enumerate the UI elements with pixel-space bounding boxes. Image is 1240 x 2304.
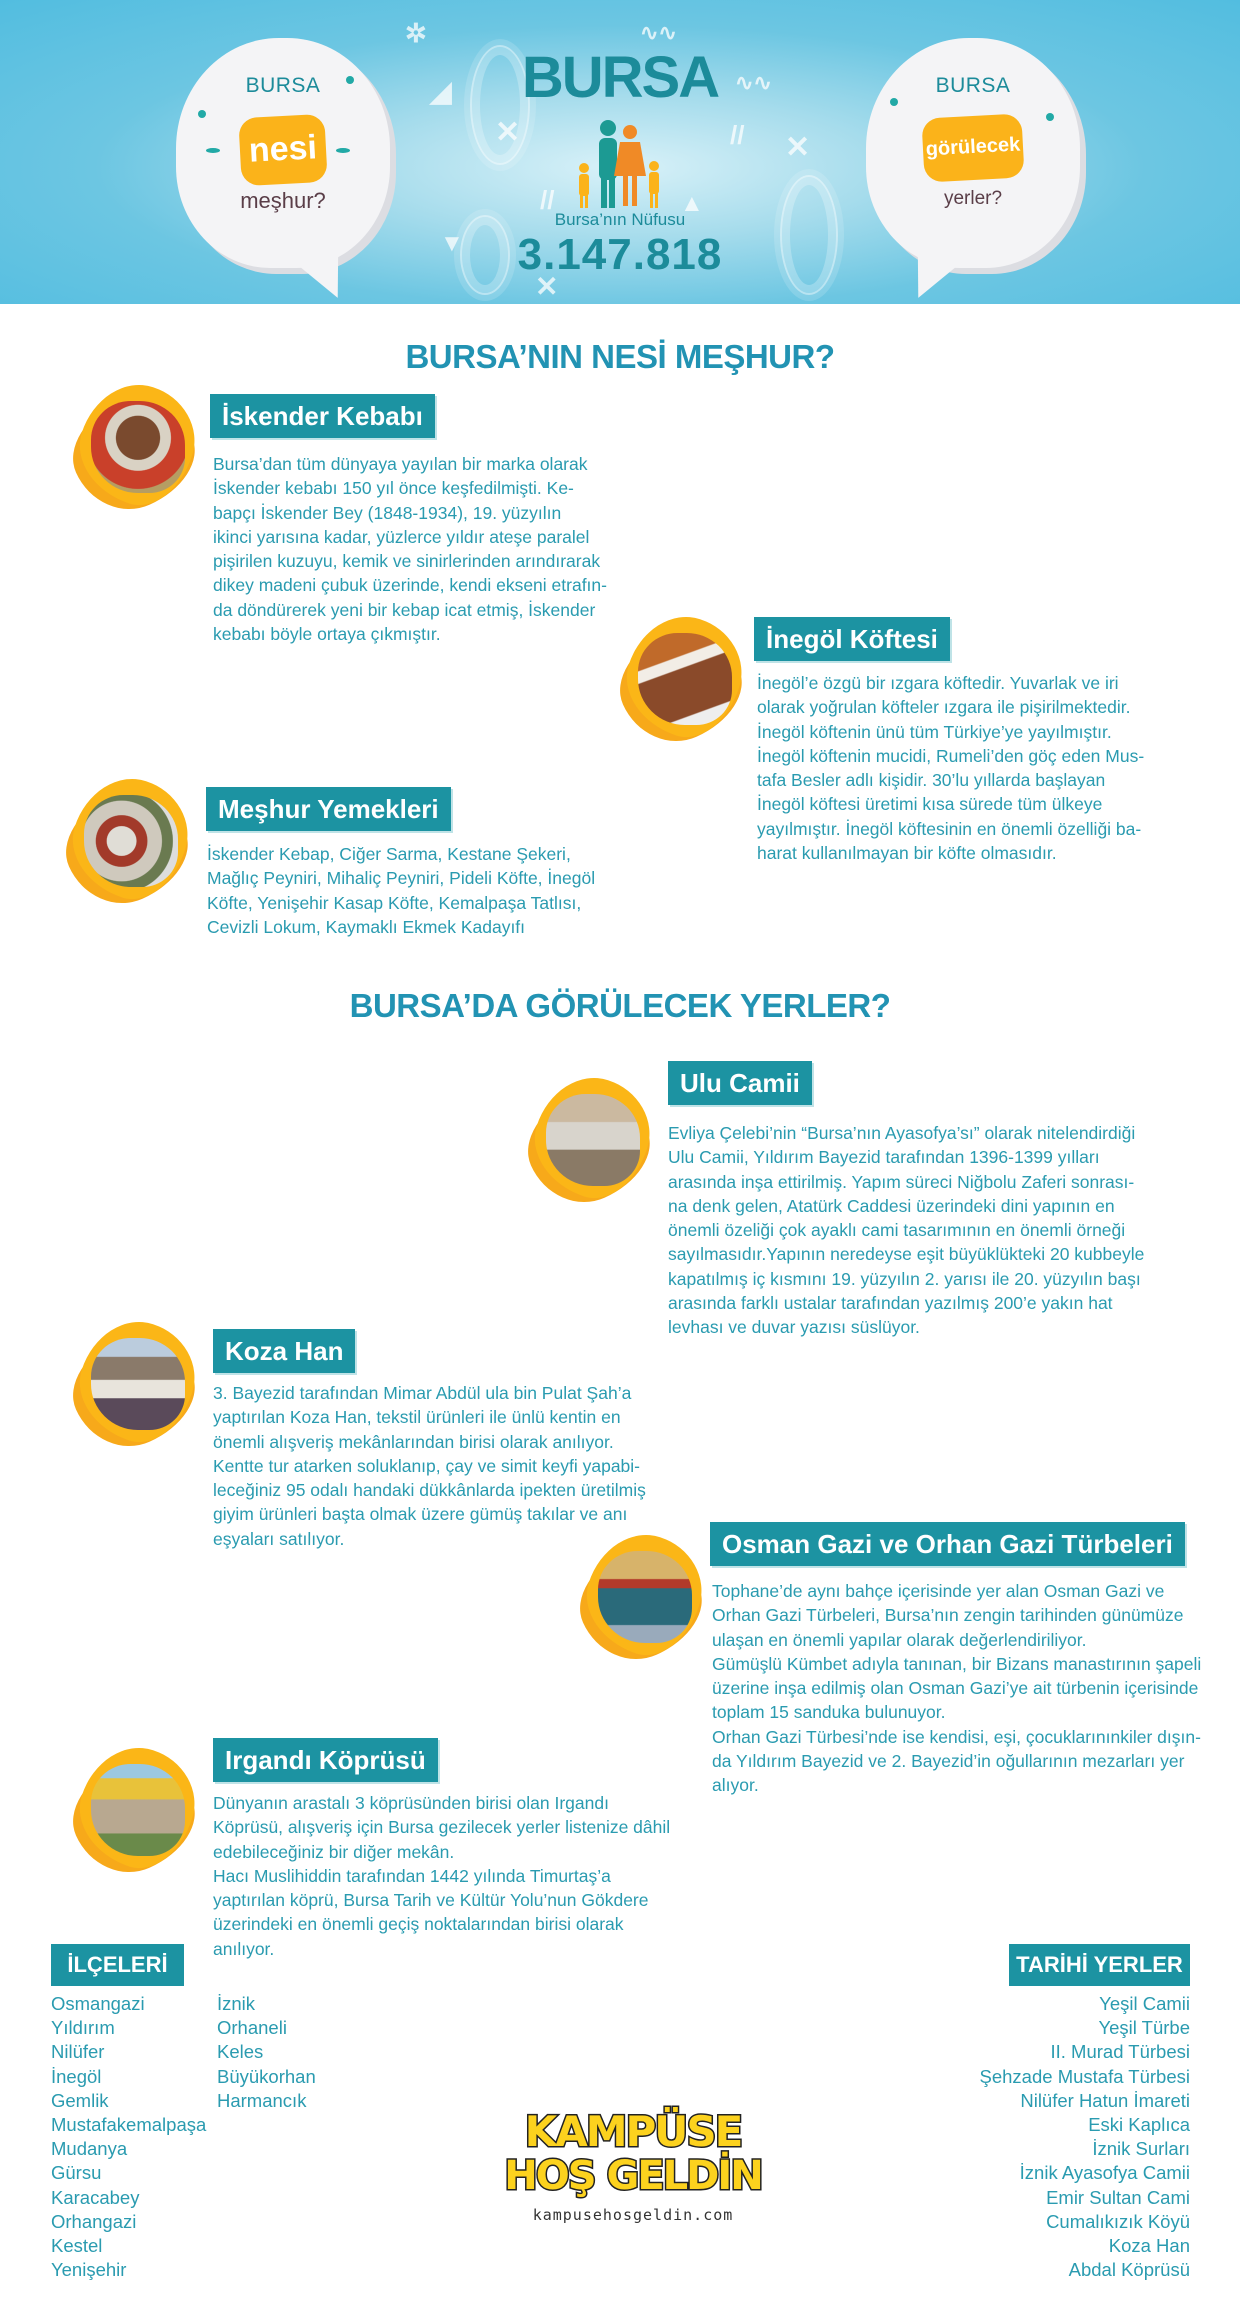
description-line: ikinci yarısına kadar, yüzlerce yıldır ateşe paralel	[213, 526, 590, 547]
districts-list-col1-item: Orhangazi	[51, 2210, 137, 2232]
population-label: Bursa’nın Nüfusu	[554, 210, 686, 229]
historic-places-list-item: Şehzade Mustafa Türbesi	[979, 2065, 1190, 2087]
description-line: Evliya Çelebi’nin “Bursa’nın Ayasofya’sı” olarak nitelendirdiği	[668, 1123, 1136, 1143]
irgandi-description	[213, 1791, 670, 1961]
description-line: İnegöl’e özgü bir ızgara köftedir. Yuvarlak ve iri	[757, 673, 1119, 693]
description-line: önemli alışveriş mekânlarından birisi olarak anılıyor.	[213, 1431, 614, 1452]
description-line: kapatılmış iç kısmını 19. yüzyılın 2. yarısı ile 20. yüzyılın başı	[668, 1268, 1141, 1289]
districts-list-col1-item: Mustafakemalpaşa	[51, 2114, 207, 2136]
description-line: Kentte tur atarken soluklanıp, çay ve simit keyfi yapabi-	[213, 1455, 641, 1476]
description-line: sayılmasıdır.Yapının neredeyse eşit büyüklükteki 20 kubbeyle	[668, 1244, 1145, 1265]
description-line: Dünyanın arastalı 3 köprüsünden birisi olan Irgandı	[213, 1793, 609, 1813]
description-line: toplam 15 sanduka bulunuyor.	[712, 1702, 946, 1723]
districts-list-col2-item: Büyükorhan	[217, 2065, 316, 2087]
districts-list-col1-item: Osmangazi	[51, 1993, 145, 2014]
description-line: İnegöl köftesi üretimi kısa sürede tüm ülkeye	[757, 794, 1103, 815]
description-line: dikey madeni çubuk üzerinde, kendi ekseni etrafın-	[213, 575, 607, 596]
description-line: levhası ve duvar yazısı süslüyor.	[668, 1317, 920, 1338]
description-line: Köprüsü, alışveriş için Bursa gezilecek yerler listenize dâhil	[213, 1817, 671, 1838]
inegol-photo	[620, 617, 748, 743]
historic-places-list-item: İznik Ayasofya Camii	[1019, 2162, 1190, 2184]
description-line: 3. Bayezid tarafından Mimar Abdül ula bin Pulat Şah’a	[213, 1383, 632, 1403]
kozahan-photo	[73, 1322, 201, 1448]
section-title-places: BURSA’DA GÖRÜLECEK YERLER?	[349, 987, 891, 1024]
inegol-title: İnegöl Köftesi	[754, 617, 950, 661]
description-line: Gümüşlü Kümbet adıyla tanınan, bir Bizans manastırının şapeli	[712, 1653, 1202, 1674]
description-line: alıyor.	[712, 1775, 759, 1796]
yemekler-description	[207, 842, 595, 939]
description-line: Ulu Camii, Yıldırım Bayezid tarafından 1396-1399 yılları	[668, 1147, 1100, 1168]
iskender-description	[213, 452, 607, 646]
description-line: harat kullanılmayan bir köfte olmasıdır.	[757, 843, 1057, 864]
historic-places-list-item: Cumalıkızık Köyü	[1046, 2210, 1190, 2232]
inegol-description	[757, 671, 1144, 865]
description-line: na denk gelen, Atatürk Caddesi üzerindeki dini yapının en	[668, 1195, 1115, 1216]
description-line: arasında farklı ustalar tarafından yazılmış 200’e yakın hat	[668, 1293, 1113, 1314]
districts-list-col1-item: Kestel	[51, 2235, 103, 2257]
bubble-city: BURSA	[245, 74, 321, 97]
description-line: Köfte, Yenişehir Kasap Köfte, Kemalpaşa Tatlısı,	[207, 892, 582, 913]
ulucamii-photo	[528, 1078, 656, 1204]
historic-places-list-item: II. Murad Türbesi	[1050, 2041, 1190, 2063]
districts-list-col1-item: Nilüfer	[51, 2041, 105, 2063]
description-line: bapçı İskender Bey (1848-1934), 19. yüzyılın	[213, 502, 562, 523]
ulucamii-description	[668, 1121, 1144, 1340]
historic-places-list-item: İznik Surları	[1092, 2138, 1190, 2160]
description-line: Tophane’de aynı bahçe içerisinde yer alan Osman Gazi ve	[712, 1581, 1165, 1601]
districts-list-col1-item: Gürsu	[51, 2162, 102, 2184]
description-line: da döndürerek yeni bir kebap icat etmiş, İskender	[213, 599, 596, 620]
turbeler-photo	[580, 1535, 708, 1661]
description-line: da Yıldırım Bayezid ve 2. Bayezid’in oğullarının mezarları yer	[712, 1751, 1185, 1772]
turbeler-title: Osman Gazi ve Orhan Gazi Türbeleri	[710, 1522, 1185, 1566]
districts-list-col2-item: Keles	[217, 2041, 264, 2063]
bubble-highlight: görülecek	[921, 113, 1024, 182]
description-line: pişirilen kuzuyu, kemik ve sinirlerinden arındırarak	[213, 551, 601, 572]
description-line: tafa Besler adlı kişidir. 30’lu yıllarda başlayan	[757, 770, 1106, 791]
historic-places-list-item: Yeşil Camii	[1099, 1993, 1190, 2014]
districts-list-col1	[51, 1992, 206, 2282]
historic-places-title: TARİHİ YERLER	[1009, 1944, 1190, 1986]
description-line: yaptırılan Koza Han, tekstil ürünleri ile ünlü kentin en	[213, 1407, 621, 1428]
description-line: kebabı böyle ortaya çıkmıştır.	[213, 624, 441, 645]
left-speech-bubble	[176, 38, 390, 296]
districts-list-col2	[217, 1992, 316, 2113]
iskender-title: İskender Kebabı	[210, 394, 435, 438]
logo-line2: HOŞ GELDİN	[504, 2153, 762, 2199]
irgandi-photo	[73, 1748, 201, 1874]
districts-list-col2-item: Orhaneli	[217, 2017, 287, 2039]
districts-list-col1-item: Mudanya	[51, 2138, 128, 2160]
logo-line1: KAMPÜSE	[524, 2107, 742, 2156]
description-line: yayılmıştır. İnegöl köftesinin en önemli özelliği ba-	[757, 818, 1142, 839]
districts-list-col1-item: Karacabey	[51, 2186, 140, 2208]
description-line: İskender Kebap, Ciğer Sarma, Kestane Şekeri,	[207, 844, 571, 864]
historic-places-list-item: Koza Han	[1108, 2235, 1190, 2257]
description-line: yaptırılan köprü, Bursa Tarih ve Kültür Yolu’nun Gökdere	[213, 1890, 649, 1911]
districts-list-col1-item: Yenişehir	[51, 2259, 127, 2281]
kampuse-hos-geldin-logo	[488, 2107, 778, 2224]
description-line: leceğiniz 95 odalı handaki dükkânlarda ipekten üretilmiş	[213, 1480, 646, 1501]
historic-places-list-item: Yeşil Türbe	[1098, 2017, 1190, 2039]
bubble-highlight: nesi	[238, 114, 327, 186]
ulucamii-title: Ulu Camii	[668, 1061, 812, 1105]
description-line: giyim ürünleri başta olmak üzere gümüş takılar ve anı	[213, 1504, 628, 1525]
yemekler-title: Meşhur Yemekleri	[206, 787, 451, 831]
iskender-photo	[73, 385, 201, 511]
description-line: Orhan Gazi Türbeleri, Bursa’nın zengin tarihinden günümüze	[712, 1605, 1184, 1626]
population-value: 3.147.818	[517, 230, 723, 279]
historic-places-list	[900, 1992, 1190, 2282]
description-line: Hacı Muslihiddin tarafından 1442 yılında Timurtaş’a	[213, 1865, 611, 1886]
bubble-city: BURSA	[935, 74, 1011, 97]
description-line: arasında inşa ettirilmiş. Yapım süreci Niğbolu Zaferi sonrası-	[668, 1171, 1135, 1192]
description-line: İnegöl köftenin ünü tüm Türkiye’ye yayılmıştır.	[757, 721, 1112, 742]
turbeler-description	[712, 1579, 1201, 1798]
description-line: Bursa’dan tüm dünyaya yayılan bir marka olarak	[213, 454, 588, 474]
description-line: eşyaları satılıyor.	[213, 1528, 345, 1549]
description-line: Mağlıç Peyniri, Mihaliç Peyniri, Pideli Köfte, İnegöl	[207, 868, 596, 889]
districts-list-col1-item: İnegöl	[51, 2065, 102, 2087]
bubble-question: meşhur?	[240, 188, 326, 213]
description-line: ulaşan en önemli yapılar olarak değerlendiriliyor.	[712, 1629, 1087, 1650]
historic-places-list-item: Abdal Köprüsü	[1068, 2259, 1190, 2281]
kozahan-title: Koza Han	[213, 1329, 355, 1373]
irgandi-title: Irgandı Köprüsü	[213, 1738, 438, 1782]
description-line: üzerine inşa edilmiş olan Osman Gazi’ye ait türbenin içerisinde	[712, 1678, 1199, 1699]
historic-places-list-item: Emir Sultan Cami	[1046, 2186, 1190, 2208]
historic-places-list-item: Eski Kaplıca	[1088, 2114, 1190, 2136]
description-line: Cevizli Lokum, Kaymaklı Ekmek Kadayıfı	[207, 916, 526, 937]
header-title: BURSA	[521, 45, 719, 110]
description-line: Orhan Gazi Türbesi’nde ise kendisi, eşi, çocuklarınınkiler dışın-	[712, 1726, 1201, 1747]
right-speech-bubble	[866, 38, 1080, 296]
districts-list-col2-item: Harmancık	[217, 2089, 307, 2111]
family-icon	[568, 118, 672, 210]
description-line: önemli özeliği çok ayaklı cami tasarımının en önemli örneği	[668, 1220, 1126, 1241]
description-line: İnegöl köftenin mucidi, Rumeli’den göç eden Mus-	[757, 745, 1145, 766]
yemekler-photo	[66, 779, 194, 905]
districts-list-col1-item: Gemlik	[51, 2089, 109, 2111]
description-line: olarak yoğrulan köfteler ızgara ile pişirilmektedir.	[757, 697, 1131, 718]
section-title-famous: BURSA’NIN NESİ MEŞHUR?	[405, 338, 835, 375]
description-line: edebileceğiniz bir diğer mekân.	[213, 1841, 455, 1862]
logo-url[interactable]: kampusehosgeldin.com	[532, 2206, 734, 2224]
districts-list-col1-item: Yıldırım	[51, 2017, 115, 2039]
description-line: üzerindeki en önemli geçiş noktalarından birisi olarak	[213, 1914, 624, 1935]
description-line: İskender kebabı 150 yıl önce keşfedilmişti. Ke-	[213, 478, 574, 499]
header-banner: ✲ ∿∿ ∿∿ ✕ ✕ ✕ ◢ ▲ ▼ // // BURSA nesi meşhur? BURSA görülecek yerler? BURSA Bursa’nın Nüfusu 3.147.818	[0, 0, 1240, 304]
districts-title: İLÇELERİ	[51, 1944, 184, 1986]
kozahan-description	[213, 1381, 646, 1551]
bubble-question: yerler?	[943, 188, 1003, 209]
description-line: anılıyor.	[213, 1938, 275, 1959]
historic-places-list-item: Nilüfer Hatun İmareti	[1020, 2089, 1190, 2111]
districts-list-col2-item: İznik	[217, 1993, 256, 2014]
